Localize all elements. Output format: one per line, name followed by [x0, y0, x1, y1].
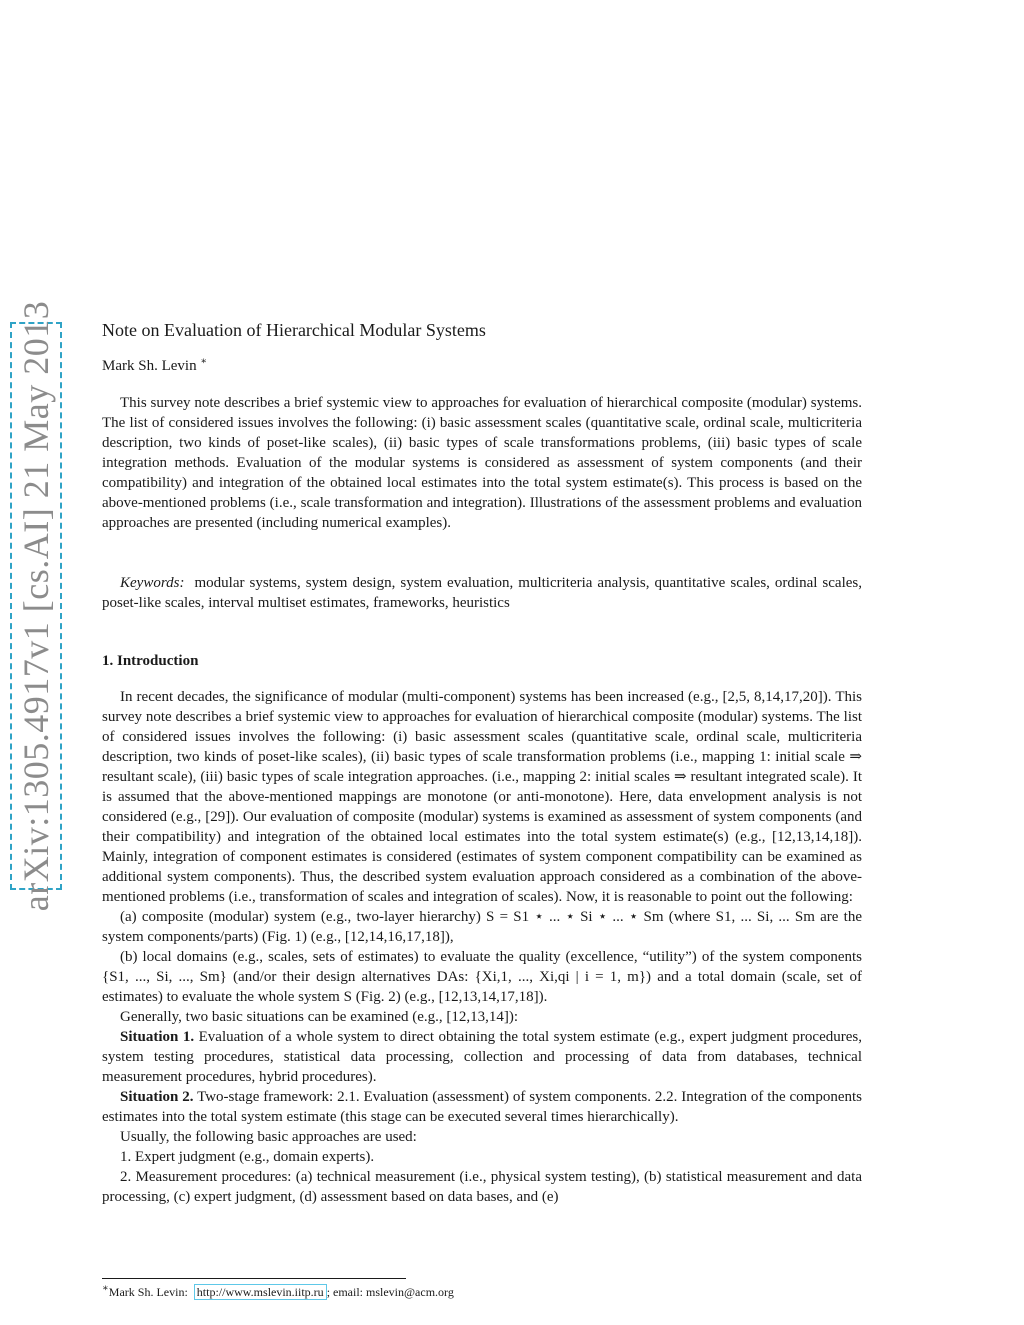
section-body: [102, 687, 862, 1207]
author-url-link[interactable]: http://www.mslevin.iitp.ru: [194, 1284, 327, 1300]
footnote-prefix: Mark Sh. Levin:: [108, 1285, 188, 1299]
body-paragraph: Generally, two basic situations can be examined (e.g., [12,13,14]):: [120, 1009, 519, 1025]
body-paragraph: (a) composite (modular) system (e.g., two-layer hierarchy) S = S1 ⋆ ... ⋆ Si ⋆ ... ⋆ Sm (where S1, ... Si, ... Sm are the system components/parts) (Fig. 1) (e.g., [12,14,16,17,18]),: [102, 909, 862, 945]
keywords: [102, 573, 862, 613]
footnote: [102, 1283, 454, 1300]
section-heading: 1. Introduction: [102, 653, 199, 669]
situation-label: Situation 2.: [120, 1089, 194, 1105]
situation-paragraph: [102, 1027, 862, 1087]
body-paragraph: 1. Expert judgment (e.g., domain experts).: [120, 1149, 375, 1165]
situation-text: Two-stage framework: 2.1. Evaluation (assessment) of system components. 2.2. Integration of the components estimates into the total system estimate (this stage can be executed several times hierarchically).: [102, 1089, 862, 1125]
author-name: Mark Sh. Levin: [102, 358, 197, 374]
situation-text: Evaluation of a whole system to direct obtaining the total system estimate (e.g., expert judgment procedures, system testing procedures, statistical data processing, collection and processing of data from databases, technical measurement procedures, hybrid procedures).: [102, 1029, 862, 1085]
arxiv-side-stamp: [10, 300, 62, 912]
situation-label: Situation 1.: [120, 1029, 195, 1045]
author-footnote-mark: ∗: [200, 356, 208, 367]
body-paragraph: (b) local domains (e.g., scales, sets of estimates) to evaluate the quality (excellence, “utility”) of the system components {S1, ..., Si, ..., Sm} (and/or their design alternatives DAs: {Xi,1, ..., Xi,qi | i = 1, m}) and a total domain (scale, set of estimates) to evaluate the whole system S (Fig. 2) (e.g., [12,13,14,17,18]).: [102, 949, 862, 1005]
paper-title: Note on Evaluation of Hierarchical Modular Systems: [102, 320, 486, 340]
body-paragraph: In recent decades, the significance of modular (multi-component) systems has been increased (e.g., [2,5, 8,14,17,20]). This survey note describes a brief systemic view to approaches for evaluation of hierarchical composite (modular) systems. The list of considered issues involves the following: (i) basic assessment scales (quantitative scale, ordinal scale, multicriteria description, two kinds of poset-like scales), (ii) basic types of scale transformation problems (i.e., mapping 1: initial scale ⇒ resultant scale), (iii) basic types of scale integration approaches. (i.e., mapping 2: initial scales ⇒ resultant integrated scale). It is assumed that the above-mentioned mappings are monotone (or anti-monotone). Here, data envelopment analysis is not considered (e.g., [29]). Our evaluation of composite (modular) systems is examined as assessment of system components (and their compatibility) and integration of the obtained local estimates into the total system estimate(s) (e.g., [12,13,14,18]). Mainly, integration of component estimates is considered (estimates of system component compatibility can be examined as additional system components). Thus, the described system evaluation approach considered as a combination of the above-mentioned problems (i.e., transformation of scales and integration of scales). Now, it is reasonable to point out the following:: [102, 689, 862, 905]
keywords-label: Keywords:: [120, 575, 185, 591]
abstract: This survey note describes a brief systemic view to approaches for evaluation of hierarchical composite (modular) systems. The list of considered issues involves the following: (i) basic assessment scales (quantitative scale, ordinal scale, multicriteria description, two kinds of poset-like scales), (ii) basic types of scale transformations problems, (iii) basic types of scale integration methods. Evaluation of the modular systems is considered as assessment of system components (and their compatibility) and integration of the obtained local estimates into the total system estimate(s). This process is based on the above-mentioned problems (i.e., scale transformation and integration). Illustrations of the assessment problems and evaluation approaches are presented (including numerical examples).: [102, 395, 862, 531]
body-paragraph: 2. Measurement procedures: (a) technical measurement (i.e., physical system testing), (b) statistical measurement and data processing, (c) expert judgment, (d) assessment based on data bases, and (e): [102, 1169, 862, 1205]
arxiv-identifier: arXiv:1305.4917v1 [cs.AI] 21 May 2013: [16, 300, 56, 912]
author-line: [102, 356, 207, 375]
keywords-text: modular systems, system design, system evaluation, multicriteria analysis, quantitative scales, ordinal scales, poset-like scales, interval multiset estimates, frameworks, heuristics: [102, 575, 862, 611]
body-paragraph: Usually, the following basic approaches are used:: [120, 1129, 417, 1145]
situation-paragraph: [102, 1087, 862, 1127]
footnote-divider: [102, 1278, 406, 1279]
footnote-email: ; email: mslevin@acm.org: [326, 1285, 454, 1299]
footnote-mark: ∗: [102, 1283, 109, 1294]
